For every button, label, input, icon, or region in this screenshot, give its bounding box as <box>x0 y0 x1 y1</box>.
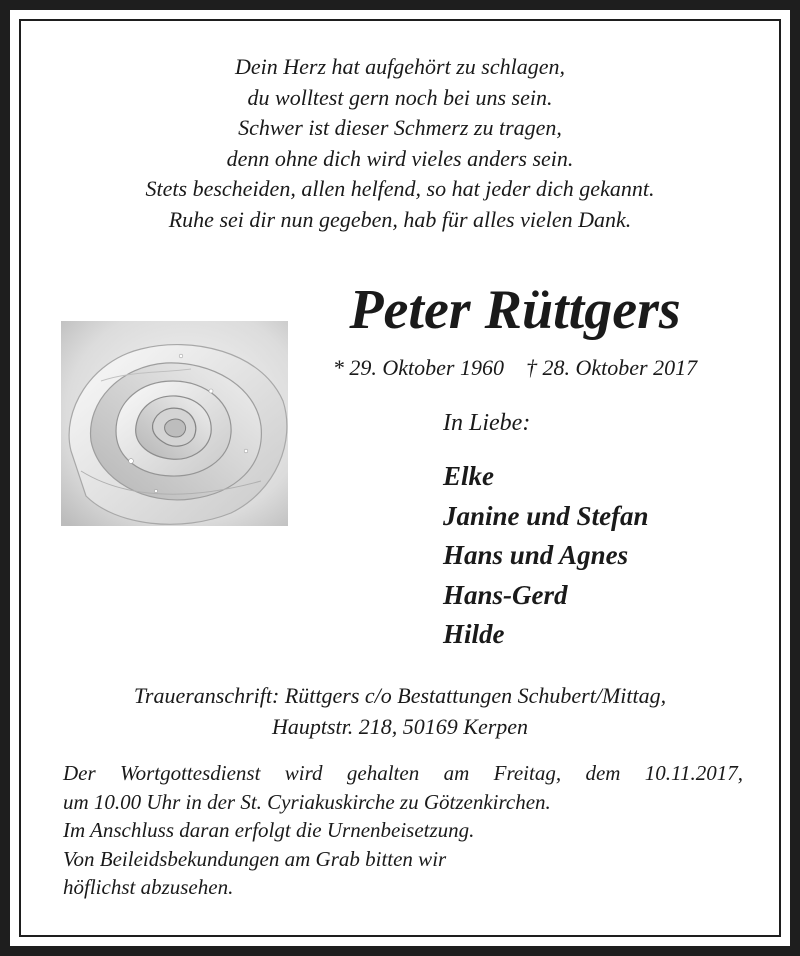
deceased-name: Peter Rüttgers <box>349 279 681 341</box>
poem-line: Stets bescheiden, allen helfend, so hat jeder dich gekannt. <box>145 176 655 201</box>
life-dates <box>300 354 730 382</box>
mourner-name: Hans-Gerd <box>443 579 568 610</box>
mourners-list <box>443 457 649 655</box>
rose-image <box>61 321 288 526</box>
service-line: Im Anschluss daran erfolgt die Urnenbeisetzung. <box>63 818 475 842</box>
service-line: um 10.00 Uhr in der St. Cyriakuskirche zu Götzenkirchen. <box>63 789 551 814</box>
poem-line: Schwer ist dieser Schmerz zu tragen, <box>238 115 562 140</box>
mourner-name: Hilde <box>443 619 505 649</box>
birth-date: * 29. Oktober 1960 <box>332 355 504 380</box>
service-notice <box>63 759 743 902</box>
address-line: Traueranschrift: Rüttgers c/o Bestattungen Schubert/Mittag, <box>133 683 667 708</box>
memorial-poem <box>0 52 800 235</box>
mourning-address <box>0 680 800 742</box>
poem-line: denn ohne dich wird vieles anders sein. <box>226 145 574 171</box>
poem-line: Dein Herz hat aufgehört zu schlagen, <box>235 54 565 79</box>
address-line: Hauptstr. 218, 50169 Kerpen <box>271 714 529 739</box>
poem-line: Ruhe sei dir nun gegeben, hab für alles vielen Dank. <box>168 206 632 232</box>
mourner-name: Elke <box>443 461 494 491</box>
service-line: höflichst abzusehen. <box>63 875 234 899</box>
service-line: Von Beileidsbekundungen am Grab bitten wir <box>63 846 447 871</box>
poem-line: du wolltest gern noch bei uns sein. <box>247 84 553 110</box>
mourner-name: Hans und Agnes <box>443 540 629 570</box>
mourner-name: Janine und Stefan <box>443 500 649 531</box>
death-date: † 28. Oktober 2017 <box>526 355 698 380</box>
service-line: Der Wortgottesdienst wird gehalten am Freitag, dem 10.11.2017, <box>63 761 743 785</box>
mourners-label: In Liebe: <box>443 410 531 436</box>
